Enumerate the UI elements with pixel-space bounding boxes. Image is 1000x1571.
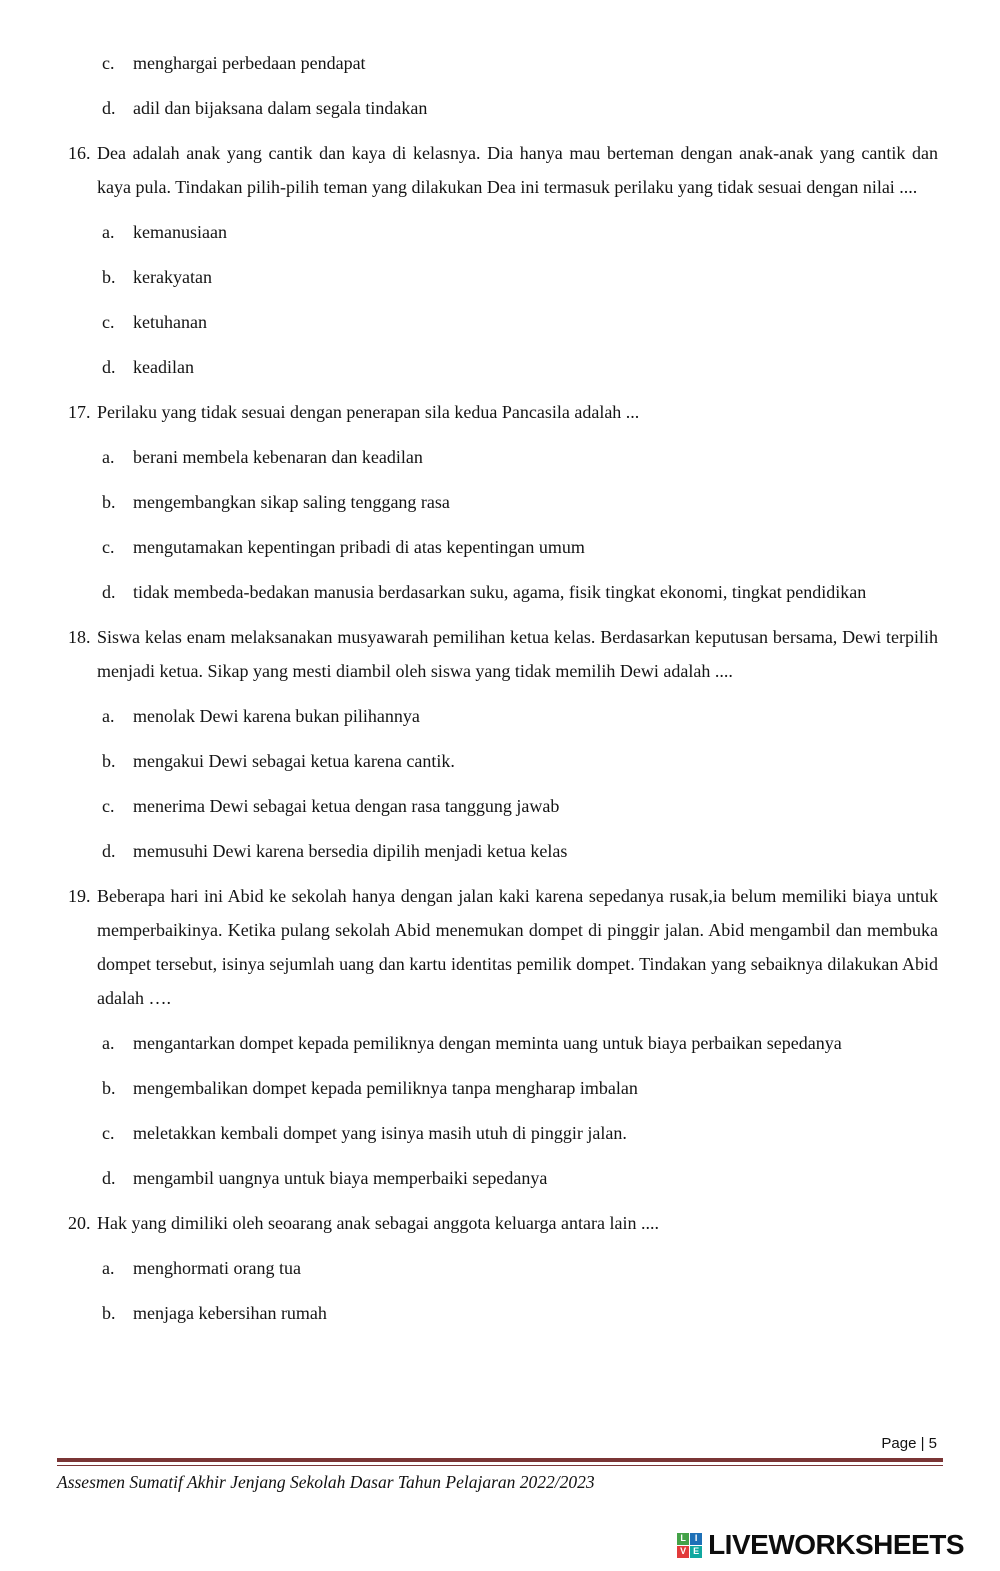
page-number: Page | 5 xyxy=(881,1435,937,1452)
option-letter: d. xyxy=(102,582,116,602)
answer-option[interactable] xyxy=(97,1116,938,1150)
question xyxy=(68,395,938,609)
option-letter: a. xyxy=(102,706,115,726)
option-text: ketuhanan xyxy=(133,312,207,332)
answer-option[interactable] xyxy=(97,1161,938,1195)
logo-square-v: V xyxy=(677,1546,689,1558)
option-text: mengembangkan sikap saling tenggang rasa xyxy=(133,492,450,512)
question-text: Hak yang dimiliki oleh seoarang anak sebagai anggota keluarga antara lain .... xyxy=(97,1213,659,1233)
option-letter: a. xyxy=(102,1033,115,1053)
options-list xyxy=(97,1251,938,1330)
option-text: berani membela kebenaran dan keadilan xyxy=(133,447,423,467)
option-letter: d. xyxy=(102,1168,116,1188)
option-text: kerakyatan xyxy=(133,267,212,287)
answer-option[interactable] xyxy=(97,350,938,384)
answer-option[interactable] xyxy=(97,46,938,80)
answer-option[interactable] xyxy=(97,260,938,294)
answer-option[interactable] xyxy=(97,789,938,823)
option-letter: b. xyxy=(102,1303,116,1323)
option-letter: d. xyxy=(102,98,116,118)
logo-square-l: L xyxy=(677,1533,689,1545)
answer-option[interactable] xyxy=(97,1026,938,1060)
question-number: 16. xyxy=(68,143,91,163)
option-text: keadilan xyxy=(133,357,194,377)
option-letter: a. xyxy=(102,1258,115,1278)
option-text: mengambil uangnya untuk biaya memperbaiki sepedanya xyxy=(133,1168,548,1188)
footer-rule xyxy=(57,1458,943,1466)
option-text: mengembalikan dompet kepada pemiliknya tanpa mengharap imbalan xyxy=(133,1078,638,1098)
logo-square-e: E xyxy=(690,1546,702,1558)
answer-option[interactable] xyxy=(97,1071,938,1105)
option-text: menerima Dewi sebagai ketua dengan rasa tanggung jawab xyxy=(133,796,560,816)
liveworksheets-logo-text: LIVEWORKSHEETS xyxy=(708,1529,964,1560)
question xyxy=(68,620,938,868)
option-text: mengutamakan kepentingan pribadi di atas kepentingan umum xyxy=(133,537,585,557)
option-text: kemanusiaan xyxy=(133,222,227,242)
liveworksheets-logo-icon xyxy=(677,1533,702,1558)
answer-option[interactable] xyxy=(97,834,938,868)
options-list xyxy=(97,699,938,868)
option-text: menjaga kebersihan rumah xyxy=(133,1303,327,1323)
question-text: Siswa kelas enam melaksanakan musyawarah pemilihan ketua kelas. Berdasarkan keputusan bersama, Dewi terpilih menjadi ketua. Sikap yang mesti diambil oleh siswa yang tidak memilih Dewi adalah .... xyxy=(97,627,938,681)
answer-option[interactable] xyxy=(97,91,938,125)
option-letter: d. xyxy=(102,841,116,861)
options-list xyxy=(97,440,938,609)
option-text: mengantarkan dompet kepada pemiliknya dengan meminta uang untuk biaya perbaikan sepedanya xyxy=(133,1033,842,1053)
answer-option[interactable] xyxy=(97,744,938,778)
question xyxy=(68,1206,938,1330)
option-letter: b. xyxy=(102,267,116,287)
option-letter: a. xyxy=(102,447,115,467)
question-number: 20. xyxy=(68,1213,91,1233)
option-text: memusuhi Dewi karena bersedia dipilih menjadi ketua kelas xyxy=(133,841,568,861)
options-list xyxy=(97,1026,938,1195)
option-letter: c. xyxy=(102,537,115,557)
option-letter: d. xyxy=(102,357,116,377)
answer-option[interactable] xyxy=(97,530,938,564)
option-letter: c. xyxy=(102,1123,115,1143)
option-letter: a. xyxy=(102,222,115,242)
question xyxy=(68,136,938,384)
option-text: menolak Dewi karena bukan pilihannya xyxy=(133,706,420,726)
answer-option[interactable] xyxy=(97,1296,938,1330)
option-text: meletakkan kembali dompet yang isinya masih utuh di pinggir jalan. xyxy=(133,1123,627,1143)
page-footer xyxy=(57,1435,943,1493)
question-number: 17. xyxy=(68,402,91,422)
orphan-options-list xyxy=(68,46,938,125)
answer-option[interactable] xyxy=(97,305,938,339)
answer-option[interactable] xyxy=(97,440,938,474)
option-letter: c. xyxy=(102,312,115,332)
question-number: 19. xyxy=(68,886,91,906)
option-letter: b. xyxy=(102,751,116,771)
logo-square-i: I xyxy=(690,1533,702,1545)
answer-option[interactable] xyxy=(97,1251,938,1285)
answer-option[interactable] xyxy=(97,699,938,733)
option-letter: b. xyxy=(102,1078,116,1098)
liveworksheets-brand xyxy=(677,1529,964,1561)
option-letter: c. xyxy=(102,796,115,816)
option-text: tidak membeda-bedakan manusia berdasarkan suku, agama, fisik tingkat ekonomi, tingkat pendidikan xyxy=(133,582,867,602)
option-text: menghargai perbedaan pendapat xyxy=(133,53,366,73)
options-list xyxy=(97,215,938,384)
option-letter: b. xyxy=(102,492,116,512)
footer-document-title: Assesmen Sumatif Akhir Jenjang Sekolah Dasar Tahun Pelajaran 2022/2023 xyxy=(57,1472,595,1492)
option-text: adil dan bijaksana dalam segala tindakan xyxy=(133,98,428,118)
answer-option[interactable] xyxy=(97,575,938,609)
question-number: 18. xyxy=(68,627,91,647)
question xyxy=(68,879,938,1195)
question-text: Beberapa hari ini Abid ke sekolah hanya dengan jalan kaki karena sepedanya rusak,ia belum memiliki biaya untuk memperbaikinya. Ketika pulang sekolah Abid menemukan dompet di pinggir jalan. Abid mengambil dan membuka dompet tersebut, isinya sejumlah uang dan kartu identitas pemilik dompet. Tindakan yang sebaiknya dilakukan Abid adalah …. xyxy=(97,886,938,1008)
option-text: menghormati orang tua xyxy=(133,1258,301,1278)
option-text: mengakui Dewi sebagai ketua karena cantik. xyxy=(133,751,455,771)
answer-option[interactable] xyxy=(97,485,938,519)
option-letter: c. xyxy=(102,53,115,73)
questions-list xyxy=(68,136,938,1330)
question-text: Perilaku yang tidak sesuai dengan penerapan sila kedua Pancasila adalah ... xyxy=(97,402,640,422)
answer-option[interactable] xyxy=(97,215,938,249)
question-text: Dea adalah anak yang cantik dan kaya di kelasnya. Dia hanya mau berteman dengan anak-anak yang cantik dan kaya pula. Tindakan pilih-pilih teman yang dilakukan Dea ini termasuk perilaku yang tidak sesuai dengan nilai .... xyxy=(97,143,938,197)
